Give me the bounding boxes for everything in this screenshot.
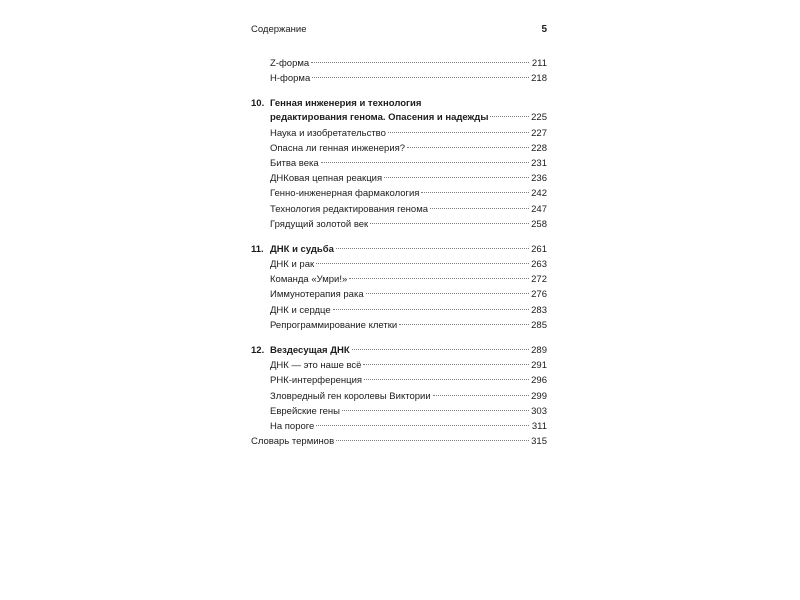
toc-entry[interactable] [251, 56, 547, 71]
toc-entry[interactable] [251, 156, 547, 171]
leader-dots [312, 77, 529, 78]
glossary-entry[interactable] [251, 434, 547, 449]
chapter-heading[interactable] [251, 242, 547, 257]
toc-entry[interactable] [251, 272, 547, 287]
toc-entry[interactable] [251, 171, 547, 186]
toc-entry-title: Команда «Умри!» [270, 274, 348, 286]
toc-entry[interactable] [251, 373, 547, 388]
leader-dots [321, 162, 529, 163]
leader-dots [336, 440, 529, 441]
leader-dots [490, 116, 529, 117]
toc-entry-title: ДНКовая цепная реакция [270, 173, 383, 185]
chapter-page: 261 [531, 243, 547, 255]
toc-entry-page: 291 [531, 360, 547, 372]
leader-dots [364, 379, 529, 380]
chapter-heading[interactable] [251, 96, 547, 110]
chapter-heading[interactable] [251, 343, 547, 358]
toc-entry-page: 227 [531, 127, 547, 139]
toc-entry-page: 285 [531, 319, 547, 331]
toc-entry[interactable] [251, 141, 547, 156]
toc-entry-title: ДНК — это наше всё [270, 360, 362, 372]
glossary-page: 315 [531, 436, 547, 448]
toc-entry-title: Зловредный ген королевы Виктории [270, 390, 431, 402]
toc-entry-page: 218 [531, 73, 547, 85]
toc-entry[interactable] [251, 389, 547, 404]
leader-dots [399, 324, 529, 325]
toc-entry[interactable] [251, 217, 547, 232]
chapter-title: ДНК и судьба [270, 243, 334, 255]
toc-entry-page: 303 [531, 405, 547, 417]
toc-entry[interactable] [251, 287, 547, 302]
toc-entry-page: 299 [531, 390, 547, 402]
toc-entry[interactable] [251, 303, 547, 318]
toc-entry-title: РНК-интерференция [270, 375, 363, 387]
toc-entry[interactable] [251, 404, 547, 419]
chapter-title: Вездесущая ДНК [270, 345, 350, 356]
toc-entry[interactable] [251, 358, 547, 373]
toc-entry-page: 211 [531, 58, 547, 69]
leader-dots [342, 410, 529, 411]
toc-entry-title: Грядущий золотой век [270, 218, 369, 230]
toc-entry[interactable] [251, 126, 547, 141]
running-head [251, 24, 547, 38]
toc-entry-title: Наука и изобретательство [270, 127, 386, 139]
running-head-title: Содержание [251, 24, 307, 35]
leader-dots [430, 208, 529, 209]
glossary-title: Словарь терминов [251, 436, 335, 448]
leader-dots [352, 349, 529, 350]
leader-dots [333, 309, 529, 310]
toc-entry-page: 272 [531, 274, 547, 286]
leader-dots [349, 278, 529, 279]
toc-entry-page: 258 [531, 218, 547, 230]
leader-dots [384, 177, 529, 178]
toc-entry-title: H-форма [270, 73, 311, 85]
leader-dots [366, 293, 529, 294]
toc-entry-page: 311 [531, 420, 547, 432]
leader-dots [433, 395, 529, 396]
toc-entry-title: ДНК и рак [270, 259, 315, 271]
chapter-title: Генная инженерия и технология [270, 98, 422, 110]
toc-entry-page: 242 [531, 188, 547, 200]
toc-entry-title: На пороге [270, 420, 315, 432]
leader-dots [407, 147, 529, 148]
chapter-page: 225 [531, 112, 547, 124]
toc-entry-title: Опасна ли генная инженерия? [270, 142, 406, 154]
toc-entry-page: 263 [531, 259, 547, 271]
leader-dots [316, 425, 529, 426]
chapter-page: 289 [531, 345, 547, 356]
leader-dots [388, 132, 529, 133]
leader-dots [316, 263, 529, 264]
toc-entry-page: 276 [531, 289, 547, 301]
chapter-title-line2: редактирования генома. Опасения и надежды [270, 112, 489, 124]
toc-entry-title: Иммунотерапия рака [270, 289, 364, 301]
toc-entry-title: Репрограммирование клетки [270, 319, 398, 331]
leader-dots [336, 248, 529, 249]
toc-entry[interactable] [251, 257, 547, 272]
chapter-number: 10. [251, 98, 265, 110]
toc-entry-title: Битва века [270, 157, 319, 169]
toc-entry-title: Еврейские гены [270, 405, 341, 417]
toc-entry-title: ДНК и сердце [270, 304, 331, 316]
chapter-number: 11. [251, 243, 264, 255]
leader-dots [311, 62, 529, 63]
toc-entry[interactable] [251, 202, 547, 217]
toc-entry[interactable] [251, 318, 547, 333]
toc-entry-title: Технология редактирования генома [270, 203, 429, 215]
leader-dots [370, 223, 529, 224]
chapter-heading-line2[interactable] [251, 110, 547, 125]
toc-entry-page: 283 [531, 304, 547, 316]
toc-entry-title: Z-форма [270, 58, 310, 69]
toc-entry[interactable] [251, 419, 547, 434]
leader-dots [363, 364, 529, 365]
toc-entry-page: 247 [531, 203, 547, 215]
toc-entry[interactable] [251, 71, 547, 86]
toc-entry-title: Генно-инженерная фармакология [270, 188, 420, 200]
toc-entry[interactable] [251, 186, 547, 201]
toc-entry-page: 236 [531, 173, 547, 185]
table-of-contents [251, 56, 547, 449]
page-number: 5 [541, 24, 547, 35]
toc-entry-page: 228 [531, 142, 547, 154]
toc-entry-page: 231 [531, 157, 547, 169]
toc-entry-page: 296 [531, 375, 547, 387]
chapter-number: 12. [251, 345, 265, 356]
leader-dots [421, 192, 529, 193]
